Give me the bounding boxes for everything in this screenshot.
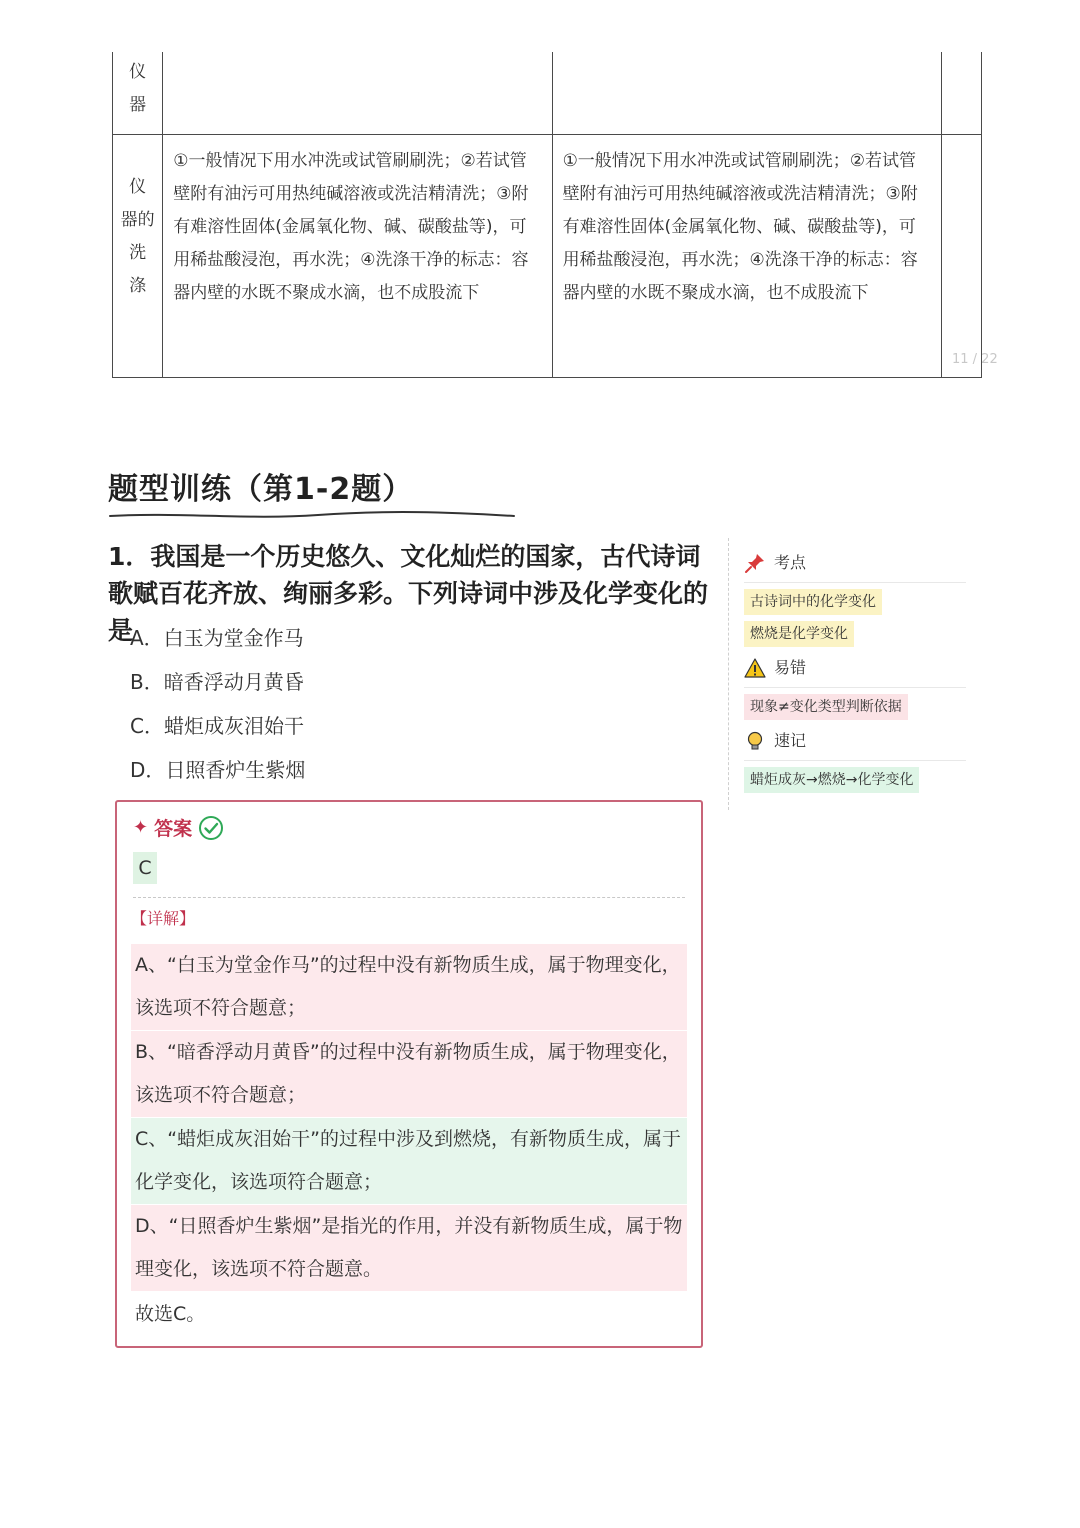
detail-label: 【详解】 xyxy=(131,909,196,928)
answer-letter: C xyxy=(133,852,157,884)
explanation-a: A、“白玉为堂金作马”的过程中没有新物质生成，属于物理变化，该选项不符合题意； xyxy=(131,944,687,1030)
washing-table xyxy=(112,52,982,378)
table-row xyxy=(113,135,982,378)
lightbulb-icon xyxy=(744,730,766,752)
page-number: 11 / 22 xyxy=(952,352,998,367)
table-cell-empty xyxy=(941,52,981,135)
yicuo-label: 易错 xyxy=(774,658,807,677)
table-row xyxy=(113,52,982,135)
kaodian-label: 考点 xyxy=(774,553,807,572)
explanation-d: D、“日照香炉生紫烟”是指光的作用，并没有新物质生成，属于物理变化，该选项不符合题意。 xyxy=(131,1205,687,1291)
option-d: D．日照香炉生紫烟 xyxy=(130,758,306,782)
option-b: B．暗香浮动月黄昏 xyxy=(130,670,304,694)
divider xyxy=(744,582,966,583)
answer-box xyxy=(115,800,703,1348)
side-notes xyxy=(744,548,966,799)
table-cell xyxy=(552,52,941,135)
row-label-char: 洗 xyxy=(129,243,147,263)
sparkle-icon: ✦ xyxy=(133,817,149,838)
yicuo-tag: 现象≠变化类型判断依据 xyxy=(744,694,908,720)
option-list xyxy=(130,616,305,792)
suji-label: 速记 xyxy=(774,731,807,750)
warning-icon xyxy=(744,657,766,679)
row-label-char: 仪 xyxy=(129,62,147,82)
suji-tag: 蜡炬成灰→燃烧→化学变化 xyxy=(744,767,919,793)
table-cell xyxy=(163,52,552,135)
answer-header xyxy=(133,814,224,841)
explanation-c: C、“蜡炬成灰泪始干”的过程中涉及到燃烧，有新物质生成，属于化学变化，该选项符合题意； xyxy=(131,1118,687,1204)
kaodian-tag: 古诗词中的化学变化 xyxy=(744,589,882,615)
option-a: A．白玉为堂金作马 xyxy=(130,626,304,650)
kaodian-header xyxy=(744,548,966,578)
check-circle-icon xyxy=(198,815,224,841)
title-underline xyxy=(108,508,516,522)
side-divider xyxy=(728,538,729,810)
conclusion: 故选C。 xyxy=(135,1303,206,1325)
divider xyxy=(744,760,966,761)
row-label xyxy=(113,52,163,135)
pushpin-icon xyxy=(744,552,766,574)
table-cell: ①一般情况下用水冲洗或试管刷刷洗；②若试管壁附有油污可用热纯碱溶液或洗洁精清洗；③附有难溶性固体(金属氧化物、碱、碳酸盐等)，可用稀盐酸浸泡，再水洗；④洗涤干净的标志：容器内壁的水既不聚成水滴，也不成股流下 xyxy=(163,135,552,378)
divider xyxy=(133,897,685,898)
answer-label: 答案 xyxy=(154,818,193,840)
row-label-char: 器 xyxy=(129,95,147,115)
row-label-char: 仪 xyxy=(129,177,147,197)
suji-header xyxy=(744,726,966,756)
row-label-char: 涤 xyxy=(129,276,147,296)
kaodian-tag: 燃烧是化学变化 xyxy=(744,621,854,647)
question-stem: 1．我国是一个历史悠久、文化灿烂的国家，古代诗词歌赋百花齐放、绚丽多彩。下列诗词中涉及化学变化的是 xyxy=(108,542,709,645)
table-cell-empty xyxy=(941,135,981,378)
divider xyxy=(744,687,966,688)
table-cell: ①一般情况下用水冲洗或试管刷刷洗；②若试管壁附有油污可用热纯碱溶液或洗洁精清洗；③附有难溶性固体(金属氧化物、碱、碳酸盐等)，可用稀盐酸浸泡，再水洗；④洗涤干净的标志：容器内壁的水既不聚成水滴，也不成股流下 xyxy=(552,135,941,378)
option-c: C．蜡炬成灰泪始干 xyxy=(130,714,304,738)
yicuo-header xyxy=(744,653,966,683)
row-label-char: 器的 xyxy=(120,210,155,230)
row-label xyxy=(113,135,163,378)
explanation-b: B、“暗香浮动月黄昏”的过程中没有新物质生成，属于物理变化，该选项不符合题意； xyxy=(131,1031,687,1117)
section-title: 题型训练（第1-2题） xyxy=(108,472,414,507)
